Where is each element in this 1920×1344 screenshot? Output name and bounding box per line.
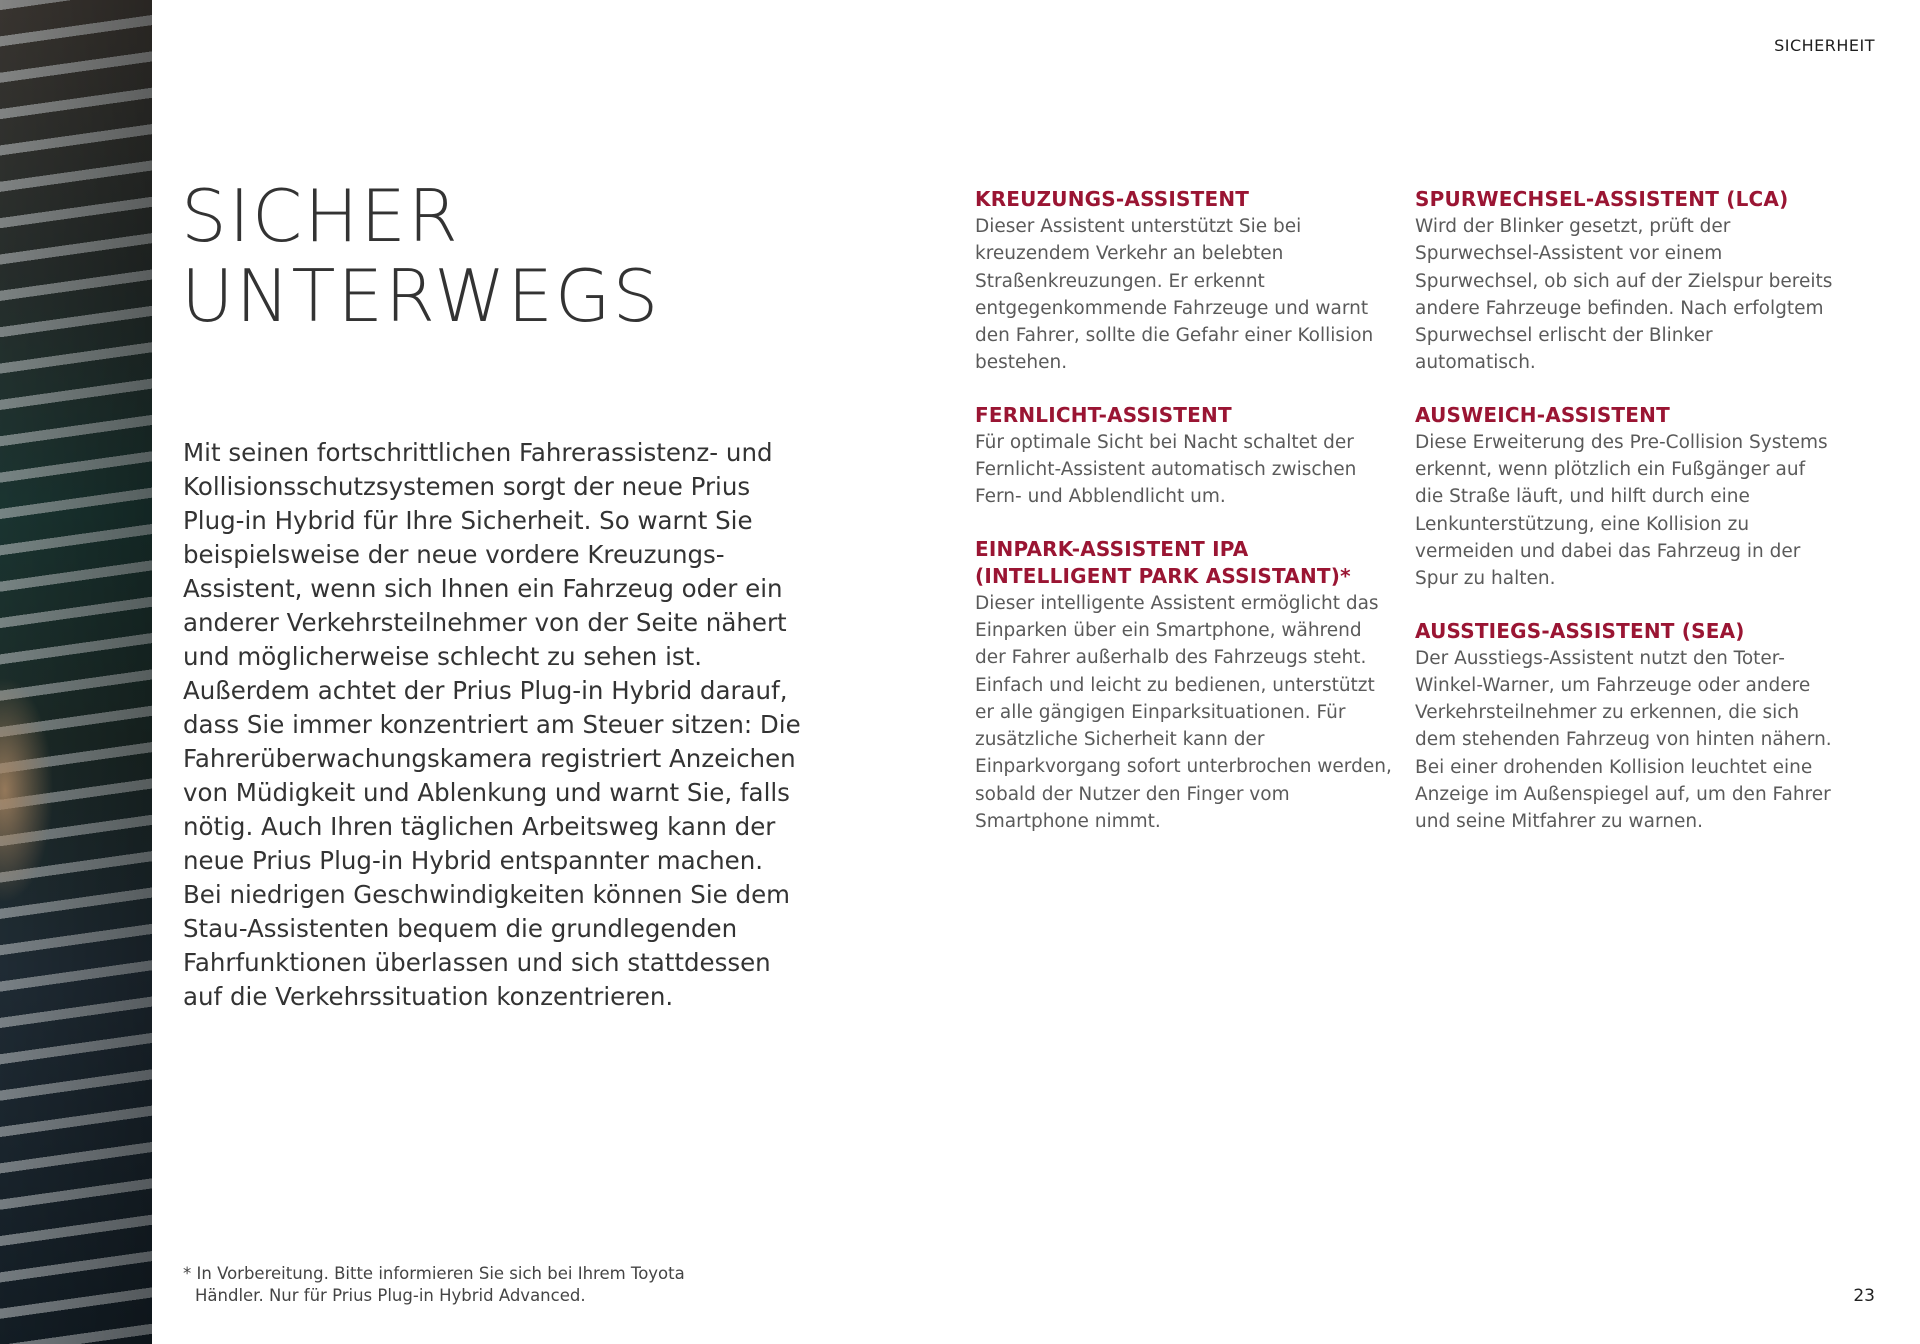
page-number: 23 [1853,1286,1875,1306]
side-photo-shade [0,0,152,1344]
feature-title: EINPARK-ASSISTENT IPA (INTELLIGENT PARK ASSISTANT)* [975,536,1351,588]
feature-kreuzungs-assistent [975,186,1395,377]
features-column-right [1415,186,1835,861]
feature-title: KREUZUNGS-ASSISTENT [975,187,1250,211]
feature-text: Für optimale Sicht bei Nacht schaltet der Fernlicht-Assistent automatisch zwischen Fern- und Abblendlicht um. [975,431,1357,508]
page-title-line-1: SICHER [181,174,460,258]
footnote: * In Vorbereitung. Bitte informieren Sie sich bei Ihrem Toyota Händler. Nur für Prius Plug-in Hybrid Advanced. [183,1264,685,1305]
feature-text: Diese Erweiterung des Pre-Collision Systems erkennt, wenn plötzlich ein Fußgänger auf die Straße läuft, und hilft durch eine Lenkunterstützung, eine Kollision zu vermeiden und dabei das Fahrzeug in der Spur zu halten. [1415,431,1828,590]
page-title [181,176,660,336]
page-title-line-2: UNTERWEGS [181,254,661,338]
feature-text: Wird der Blinker gesetzt, prüft der Spurwechsel-Assistent vor einem Spurwechsel, ob sich auf der Zielspur bereits andere Fahrzeuge befinden. Nach erfolgtem Spurwechsel erlischt der Blinker automatisch. [1415,216,1833,374]
feature-ausstiegs-assistent [1415,618,1835,836]
feature-text: Dieser intelligente Assistent ermöglicht das Einparken über ein Smartphone, während der Fahrer außerhalb des Fahrzeugs steht. Einfach und leicht zu bedienen, unterstützt er alle gängigen Einparksituationen. Für zusätzliche Sicherheit kann der Einparkvorgang sofort unterbrochen werden, sobald der Nutzer den Finger vom Smartphone nimmt. [975,592,1392,833]
feature-title: AUSSTIEGS-ASSISTENT (SEA) [1415,618,1745,643]
features-column-left [975,186,1395,860]
feature-title: AUSWEICH-ASSISTENT [1415,402,1670,427]
feature-einpark-assistent [975,536,1395,836]
feature-title: SPURWECHSEL-ASSISTENT (LCA) [1415,187,1789,211]
feature-fernlicht-assistent [975,402,1395,511]
feature-text: Der Ausstiegs-Assistent nutzt den Toter-Winkel-Warner, um Fahrzeuge oder andere Verkehrsteilnehmer zu erkennen, die sich dem stehenden Fahrzeug von hinten nähern. Bei einer drohenden Kollision leuchtet eine Anzeige im Außenspiegel auf, um den Fahrer und seine Mitfahrer zu warnen. [1415,647,1832,833]
side-photo [0,0,152,1344]
feature-text: Dieser Assistent unterstützt Sie bei kreuzendem Verkehr an belebten Straßenkreuzungen. Er erkennt entgegenkommende Fahrzeuge und warnt den Fahrer, sollte die Gefahr einer Kollision bestehen. [975,216,1374,374]
section-label: SICHERHEIT [1774,36,1875,55]
feature-title: FERNLICHT-ASSISTENT [975,402,1232,427]
feature-spurwechsel-assistent [1415,186,1835,377]
intro-paragraph: Mit seinen fortschrittlichen Fahrerassistenz- und Kollisionsschutzsystemen sorgt der neue Prius Plug-in Hybrid für Ihre Sicherheit. So warnt Sie beispielsweise der neue vordere Kreuzungs-Assistent, wenn sich Ihnen ein Fahrzeug oder ein anderer Verkehrsteilnehmer von der Seite nähert und möglicherweise schlecht zu sehen ist. Außerdem achtet der Prius Plug-in Hybrid darauf, dass Sie immer konzentriert am Steuer sitzen: Die Fahrerüberwachungskamera registriert Anzeichen von Müdigkeit und Ablenkung und warnt Sie, falls nötig. Auch Ihren täglichen Arbeitsweg kann der neue Prius Plug-in Hybrid entspannter machen. Bei niedrigen Geschwindigkeiten können Sie dem Stau-Assistenten bequem die grundlegenden Fahrfunktionen überlassen und sich stattdessen auf die Verkehrssituation konzentrieren. [183,438,801,1011]
feature-ausweich-assistent [1415,402,1835,593]
